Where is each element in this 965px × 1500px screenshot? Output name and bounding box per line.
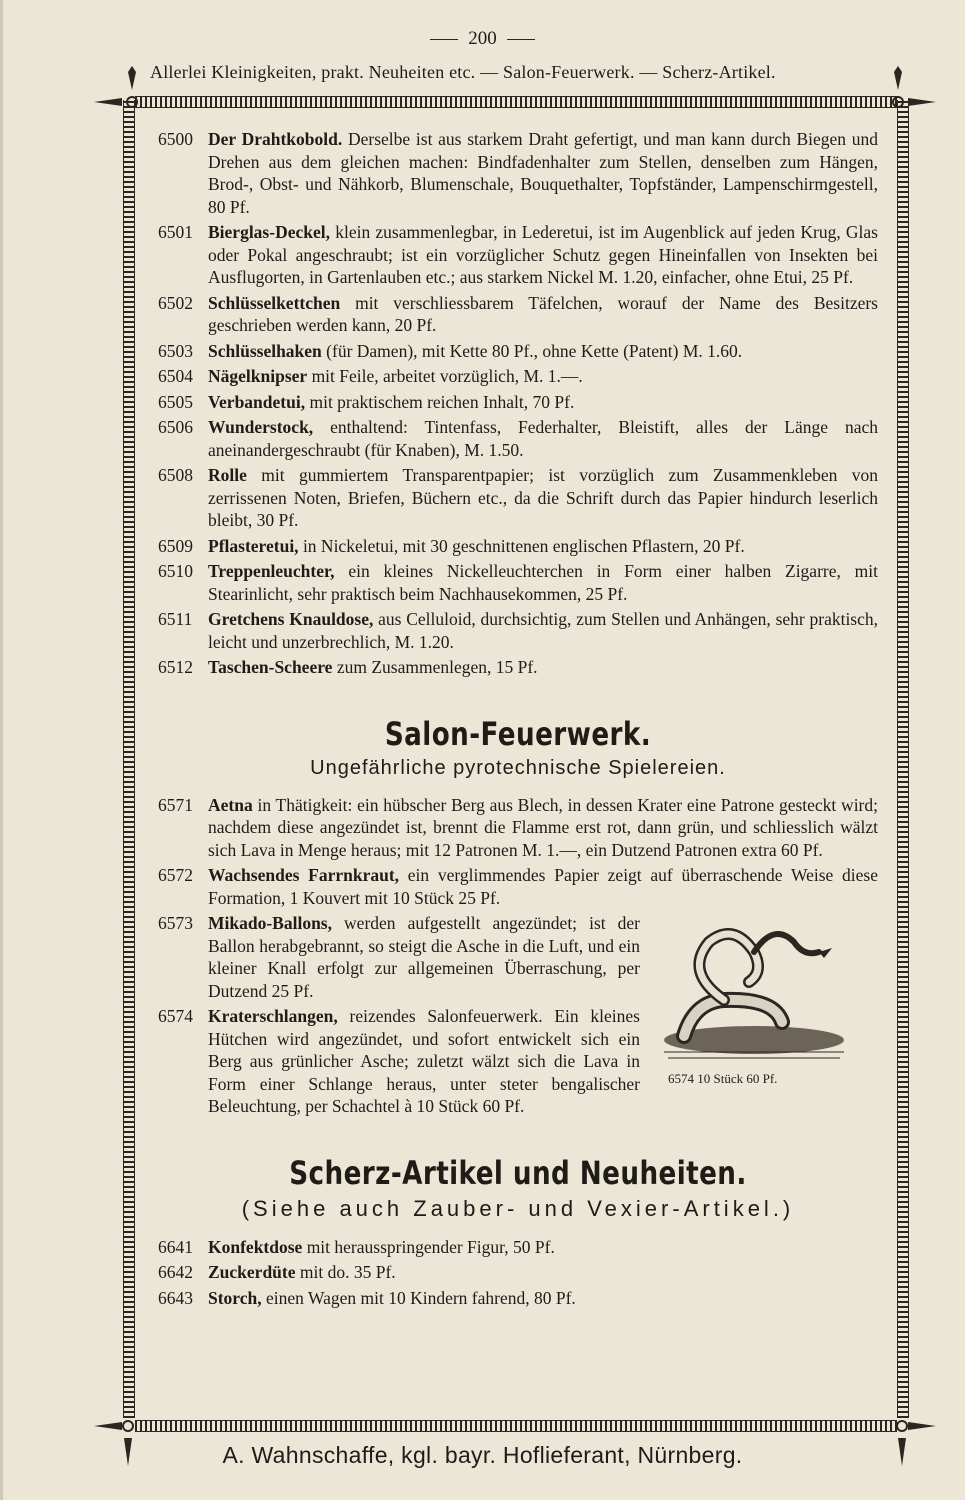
kraterschlange-illustration [654,912,854,1087]
item-description: mit verschliessbarem Täfelchen, worauf der Name des Besitzers geschrieben werden kann, 20 Pf. [208,292,878,335]
catalog-entry [158,416,878,461]
frame-bottom-border [135,1420,897,1432]
catalog-entry [158,1005,640,1118]
item-name: Kraterschlangen, [208,1006,338,1026]
item-name: Wachsendes Farrnkraut, [208,865,400,885]
catalog-entry [158,912,640,1002]
page-spine-shadow [0,0,3,1500]
frame-left-border [123,100,135,1418]
list-allerlei-kleinigkeiten [158,128,878,679]
item-number: 6503 [158,340,193,361]
item-description: Derselbe ist aus starkem Draht gefertigt, und man kann durch Biegen und Drehen aus dem gleichen machen: Bindfadenhalter zum Stellen, denselben zum Hängen, Brod-, Obst- und Nähkorb, Blumenschale, Bouquethalter, Topfständer, Lampenschirmgestell, 80 Pf. [208,129,878,217]
frame-top-border [135,96,897,108]
item-number: 6511 [158,609,193,629]
item-description: werden aufgestellt angezündet; ist der Ballon herabgebrannt, so steigt die Asche in die Luft, und ein kleiner Knall erfolgt zur allgemeinen Überraschung, per Dutzend 25 Pf. [208,913,640,1001]
item-number: 6512 [158,657,193,677]
catalog-entry [158,864,878,909]
catalog-entry [158,656,878,679]
item-name: Zuckerdüte [208,1262,296,1282]
item-number: 6505 [158,391,193,412]
entries-with-figure [158,912,878,1118]
item-number: 6508 [158,465,193,485]
catalog-entry [158,221,878,289]
item-description: (für Damen), mit Kette 80 Pf., ohne Kette (Patent) M. 1.60. [321,340,743,361]
item-description: mit do. 35 Pf. [295,1262,396,1282]
page-number: 200 [0,28,965,50]
item-number: 6509 [158,535,193,556]
item-number: 6502 [158,292,193,313]
catalog-entry [158,464,878,532]
item-number: 6571 [158,794,193,815]
catalog-entry [158,1236,878,1259]
item-name: Schlüsselkettchen [208,292,341,313]
item-number: 6510 [158,561,193,581]
catalog-entry [158,608,878,653]
frame-right-border [897,100,909,1418]
item-description: ein kleines Nickelleuchterchen in Form einer halben Zigarre, mit Stearinlicht, sehr praktisch beim Nachhausekommen, 25 Pf. [208,561,878,604]
section-title-salon-feuerwerk: Salon-Feuerwerk. [384,714,652,753]
item-number: 6574 [158,1006,193,1026]
item-number: 6506 [158,417,193,437]
item-number: 6641 [158,1236,193,1257]
item-number: 6504 [158,366,193,386]
catalog-entry [158,560,878,605]
running-head: Allerlei Kleinigkeiten, prakt. Neuheiten etc. — Salon-Feuerwerk. — Scherz-Artikel. [150,62,776,82]
corner-ornament-top-right-icon [878,62,938,120]
item-name: Verbandetui, [208,391,306,412]
item-name: Bierglas-Deckel, [208,222,330,242]
item-description: enthaltend: Tintenfass, Federhalter, Bleistift, alles der Länge nach aneinandergeschraubt (für Knaben), M. 1.50. [208,417,878,460]
item-name: Storch, [208,1287,262,1308]
item-description: mit herausspringender Figur, 50 Pf. [302,1236,555,1257]
item-name: Pflasteretui, [208,535,299,556]
item-number: 6572 [158,865,193,885]
publisher-footer: A. Wahnschaffe, kgl. bayr. Hoflieferant, Nürnberg. [222,1442,743,1468]
corner-ornament-top-left-icon [92,62,152,120]
section-title-scherz-artikel: Scherz-Artikel und Neuheiten. [289,1153,747,1192]
catalog-entry [158,391,878,414]
item-name: Wunderstock, [208,417,314,437]
catalog-content [158,128,878,1312]
item-name: Mikado-Ballons, [208,913,332,933]
item-description: in Thätigkeit: ein hübscher Berg aus Blech, in dessen Krater eine Patrone gesteckt wird; nachdem diese angezündet ist, brennt die Flamme erst rot, dann grün, und schliesslich wälzt sich Lava in Menge heraus; mit 12 Patronen M. 1.—, ein Dutzend Patronen extra 60 Pf. [208,794,878,860]
catalog-entry [158,128,878,218]
item-description: zum Zusammenlegen, 15 Pf. [332,657,538,677]
item-number: 6500 [158,129,193,149]
catalog-entry [158,535,878,558]
catalog-entry [158,794,878,862]
item-number: 6501 [158,222,193,242]
item-name: Taschen-Scheere [208,657,333,677]
item-description: in Nickeletui, mit 30 geschnittenen englischen Pflastern, 20 Pf. [298,535,745,556]
item-name: Schlüsselhaken [208,340,322,361]
catalog-entry [158,340,878,363]
item-description: aus Celluloid, durchsichtig, zum Stellen und Anhängen, sehr praktisch, leicht und unzerbrechlich, M. 1.20. [208,609,879,652]
item-number: 6642 [158,1262,193,1282]
item-description: mit Feile, arbeitet vorzüglich, M. 1.—. [307,366,583,386]
figure-caption: 6574 10 Stück 60 Pf. [668,1071,778,1086]
item-name: Rolle [208,465,247,485]
catalog-entry [158,365,878,388]
item-description: einen Wagen mit 10 Kindern fahrend, 80 Pf. [261,1287,576,1308]
item-name: Aetna [208,794,253,815]
list-scherz-artikel [158,1236,878,1310]
catalog-entry [158,292,878,337]
item-number: 6573 [158,913,193,933]
catalog-entry [158,1261,878,1284]
item-description: klein zusammenlegbar, in Lederetui, ist im Augenblick auf jeden Krug, Glas oder Pokal angeschraubt; ist ein vorzüglicher Schutz gegen Hineinfallen von Insekten bei Ausflugorten, in Gartenlauben etc.; aus starkem Nickel M. 1.20, einfacher, ohne Etui, 25 Pf. [208,222,878,287]
item-name: Treppenleuchter, [208,561,335,581]
list-salon-feuerwerk [158,794,878,910]
item-description: mit gummiertem Transparentpapier; ist vorzüglich zum Zusammenkleben von zerrissenen Noten, Briefen, Büchern etc., da die Schrift durch das Papier hindurch leserlich bleibt, 30 Pf. [208,465,878,530]
section-subtitle-salon-feuerwerk: Ungefährliche pyrotechnische Spielereien. [310,756,726,779]
item-name: Gretchens Knauldose, [208,609,374,629]
serpent-on-ash-mound-icon [654,912,854,1062]
item-description: ein verglimmendes Papier zeigt auf überraschende Weise diese Formation, 1 Kouvert mit 10 Stück 25 Pf. [208,865,878,908]
item-description: reizendes Salonfeuerwerk. Ein kleines Hütchen wird angezündet, und sofort entwickelt sich ein Berg aus grünlicher Asche; zuletzt wälzt sich die Lava in Form einer Schlange heraus, unter steter bengalischer Beleuchtung, per Schachtel à 10 Stück 60 Pf. [208,1006,640,1116]
item-name: Der Drahtkobold. [208,129,343,149]
catalog-entry [158,1287,878,1310]
item-number: 6643 [158,1287,193,1308]
item-description: mit praktischem reichen Inhalt, 70 Pf. [305,391,575,412]
item-name: Nägelknipser [208,366,308,386]
section-subtitle-scherz-artikel: (Siehe auch Zauber- und Vexier-Artikel.) [241,1195,795,1221]
item-name: Konfektdose [208,1236,303,1257]
